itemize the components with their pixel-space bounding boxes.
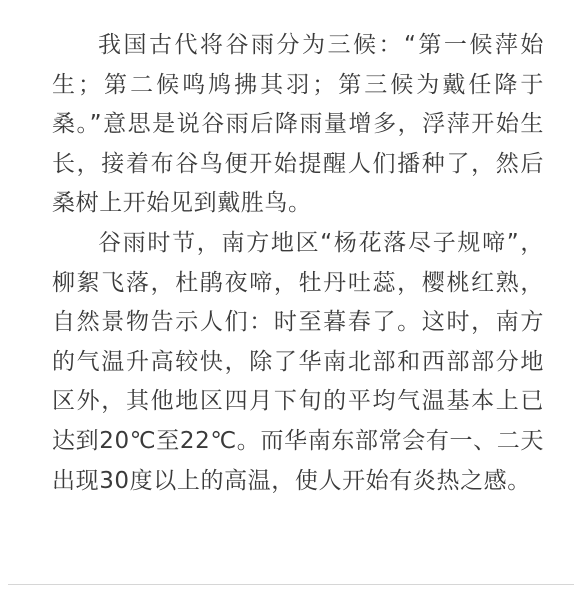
article-body xyxy=(52,26,544,501)
bottom-divider xyxy=(8,584,574,585)
paragraph-2: 谷雨时节，南方地区“杨花落尽子规啼”，柳絮飞落，杜鹃夜啼，牡丹吐蕊，樱桃红熟，自然景物告示人们：时至暮春了。这时，南方的气温升高较快，除了华南北部和西部部分地区外，其他地区四月下旬的平均气温基本上已达到20℃至22℃。而华南东部常会有一、二天出现30度以上的高温，使人开始有炎热之感。 xyxy=(52,229,544,494)
paragraph-1: 我国古代将谷雨分为三候：“第一候萍始生；第二候鸣鸠拂其羽；第三候为戴任降于桑。”意思是说谷雨后降雨量增多，浮萍开始生长，接着布谷鸟便开始提醒人们播种了，然后桑树上开始见到戴胜鸟。 xyxy=(52,32,544,217)
